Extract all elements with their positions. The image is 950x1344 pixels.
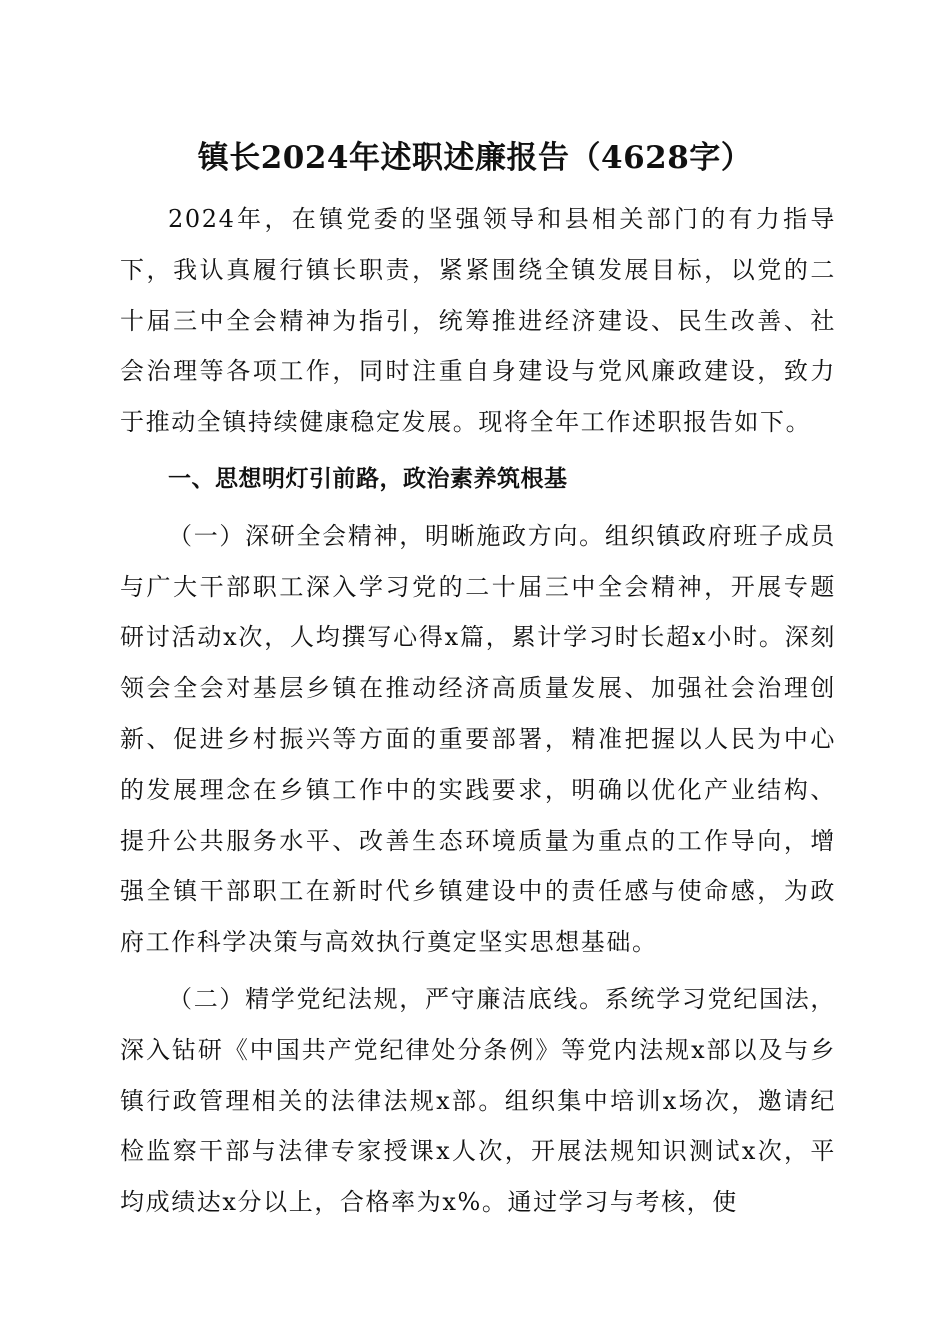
section-heading-1: 一、思想明灯引前路，政治素养筑根基 [168, 465, 568, 492]
document-body [120, 194, 836, 1228]
subsection-paragraph-2: （二）精学党纪法规，严守廉洁底线。系统学习党纪国法，深入钻研《中国共产党纪律处分条例》等党内法规x部以及与乡镇行政管理相关的法律法规x部。组织集中培训x场次，邀请纪检监察干部与法律专家授课x人次，开展法规知识测试x次，平均成绩达x分以上，合格率为x%。通过学习与考核，使 [120, 984, 836, 1217]
document-title: 镇长2024年述职述廉报告（4628字） [197, 140, 753, 176]
subsection-paragraph-1: （一）深研全会精神，明晰施政方向。组织镇政府班子成员与广大干部职工深入学习党的二十届三中全会精神，开展专题研讨活动x次，人均撰写心得x篇，累计学习时长超x小时。深刻领会全会对基层乡镇在推动经济高质量发展、加强社会治理创新、促进乡村振兴等方面的重要部署，精准把握以人民为中心的发展理念在乡镇工作中的实践要求，明确以优化产业结构、提升公共服务水平、改善生态环境质量为重点的工作导向，增强全镇干部职工在新时代乡镇建设中的责任感与使命感，为政府工作科学决策与高效执行奠定坚实思想基础。 [120, 521, 836, 957]
intro-paragraph: 2024年，在镇党委的坚强领导和县相关部门的有力指导下，我认真履行镇长职责，紧紧围绕全镇发展目标，以党的二十届三中全会精神为指引，统筹推进经济建设、民生改善、社会治理等各项工作，同时注重自身建设与党风廉政建设，致力于推动全镇持续健康稳定发展。现将全年工作述职报告如下。 [120, 205, 836, 437]
